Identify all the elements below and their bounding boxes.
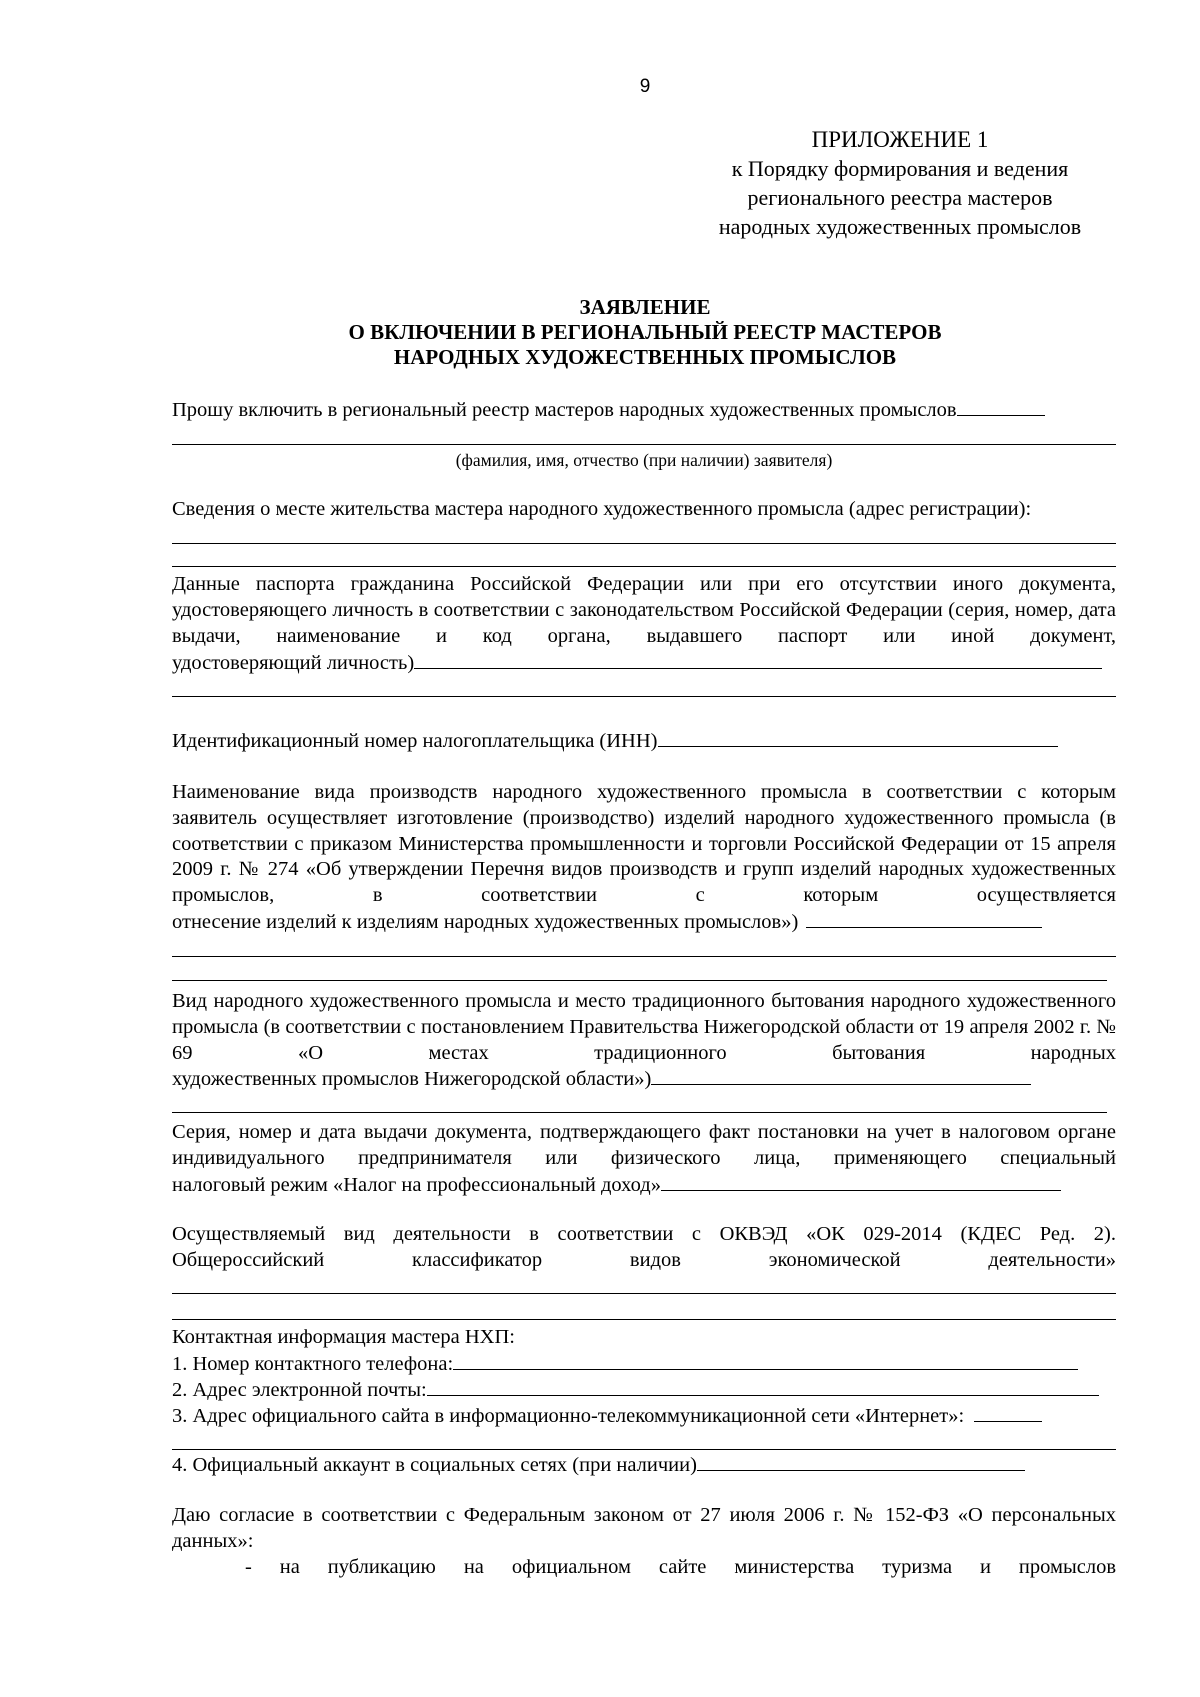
production-field-line[interactable] [172,980,1107,981]
craft-place-label: Вид народного художественного промысла и место традиционного бытования народного художественного промысла (в соответствии с постановлением Правительства Нижегородской области от 19 апреля 2002 г. № 69 «О местах традиционного бытования народных [172,990,1116,1064]
craft-place-label-end: художественных промыслов Нижегородской области») [172,1068,652,1090]
production-field-line[interactable] [172,956,1116,957]
tax-doc-field[interactable] [661,1172,1061,1191]
document-title-line: О ВКЛЮЧЕНИИ В РЕГИОНАЛЬНЫЙ РЕЕСТР МАСТЕРОВ [348,320,942,344]
contact-social-field[interactable] [697,1452,1025,1471]
consent-text: Даю согласие в соответствии с Федеральным законом от 27 июля 2006 г. № 152-ФЗ «О персональных данных»: [172,1504,1116,1552]
applicant-name-caption: (фамилия, имя, отчество (при наличии) заявителя) [455,450,833,470]
document-title-line: НАРОДНЫХ ХУДОЖЕСТВЕННЫХ ПРОМЫСЛОВ [393,345,897,369]
passport-field-line[interactable] [172,696,1116,697]
contact-phone-label: 1. Номер контактного телефона: [172,1353,454,1375]
craft-place-field[interactable] [651,1066,1031,1085]
document-title [170,295,1120,370]
contact-phone-field[interactable] [453,1351,1078,1370]
contact-social-line [172,1452,1116,1479]
production-last-line [172,909,1116,936]
tax-doc-label-end: налоговый режим «Налог на профессиональный доход» [172,1174,661,1196]
inn-label: Идентификационный номер налогоплательщика (ИНН) [172,730,658,752]
passport-field[interactable] [414,650,1102,669]
request-line [172,397,1116,424]
contact-email-label: 2. Адрес электронной почты: [172,1379,427,1401]
residence-label: Сведения о месте жительства мастера народного художественного промысла (адрес регистрации): [172,498,1032,520]
tax-doc-last-line [172,1172,1116,1199]
consent-item [172,1555,1116,1581]
document-title-line: ЗАЯВЛЕНИЕ [579,295,711,319]
passport-label: Данные паспорта гражданина Российской Федерации или при его отсутствии иного документа, удостоверяющего личность в соответствии с законодательством Российской Федерации (серия, номер, дата выдачи, наименование и код органа, выдавшего паспорт или иной документ, [172,573,1116,647]
okved-field-line[interactable] [172,1293,1116,1294]
production-field[interactable] [806,909,1042,928]
contact-website-field-line[interactable] [172,1449,1116,1450]
passport-label-end: удостоверяющий личность) [172,652,415,674]
consent-item-text: - на публикацию на официальном сайте министерства туризма и промыслов [245,1556,1116,1578]
appendix-header [690,125,1110,241]
production-label: Наименование вида производств народного художественного промысла в соответствии с которым заявитель осуществляет изготовление (производство) изделий народного художественного промысла (в соответствии с приказом Министерства промышленности и торговли Российской Федерации от 15 апреля 2009 г. № 274 «Об утверждении Перечня видов производств и групп изделий народных художественных промыслов, в соответствии с которым осуществляется [172,781,1116,907]
page-number: 9 [639,76,651,97]
okved-label: Осуществляемый вид деятельности в соответствии с ОКВЭД «ОК 029-2014 (КДЕС Ред. 2). Общероссийский классификатор видов экономической деятельности» [172,1223,1116,1271]
appendix-line: регионального реестра мастеров [747,185,1053,210]
appendix-line: к Порядку формирования и ведения [731,156,1069,181]
craft-place-field-line[interactable] [172,1112,1107,1113]
contact-website-field[interactable] [974,1403,1042,1422]
contact-phone-line [172,1351,1116,1378]
applicant-name-field[interactable] [957,397,1045,416]
appendix-title: ПРИЛОЖЕНИЕ 1 [811,127,989,152]
residence-field-line[interactable] [172,543,1116,544]
contact-email-field[interactable] [427,1377,1099,1396]
applicant-name-field-line[interactable] [172,444,1116,445]
craft-place-last-line [172,1066,1116,1093]
passport-last-line [172,650,1116,677]
residence-field-line[interactable] [172,566,1116,567]
contact-website-label: 3. Адрес официального сайта в информационно-телекоммуникационной сети «Интернет»: [172,1405,965,1427]
contact-website-line [172,1403,1116,1430]
inn-field[interactable] [658,728,1058,747]
inn-line [172,728,1116,755]
tax-doc-label: Серия, номер и дата выдачи документа, подтверждающего факт постановки на учет в налоговом органе индивидуального предпринимателя или физического лица, применяющего специальный [172,1121,1116,1169]
contact-social-label: 4. Официальный аккаунт в социальных сетях (при наличии) [172,1454,697,1476]
okved-field-line[interactable] [172,1319,1116,1320]
request-text: Прошу включить в региональный реестр мастеров народных художественных промыслов [172,399,957,421]
contacts-heading: Контактная информация мастера НХП: [172,1326,515,1348]
contact-email-line [172,1377,1116,1404]
appendix-line: народных художественных промыслов [718,214,1082,239]
production-label-end: отнесение изделий к изделиям народных художественных промыслов») [172,911,799,933]
